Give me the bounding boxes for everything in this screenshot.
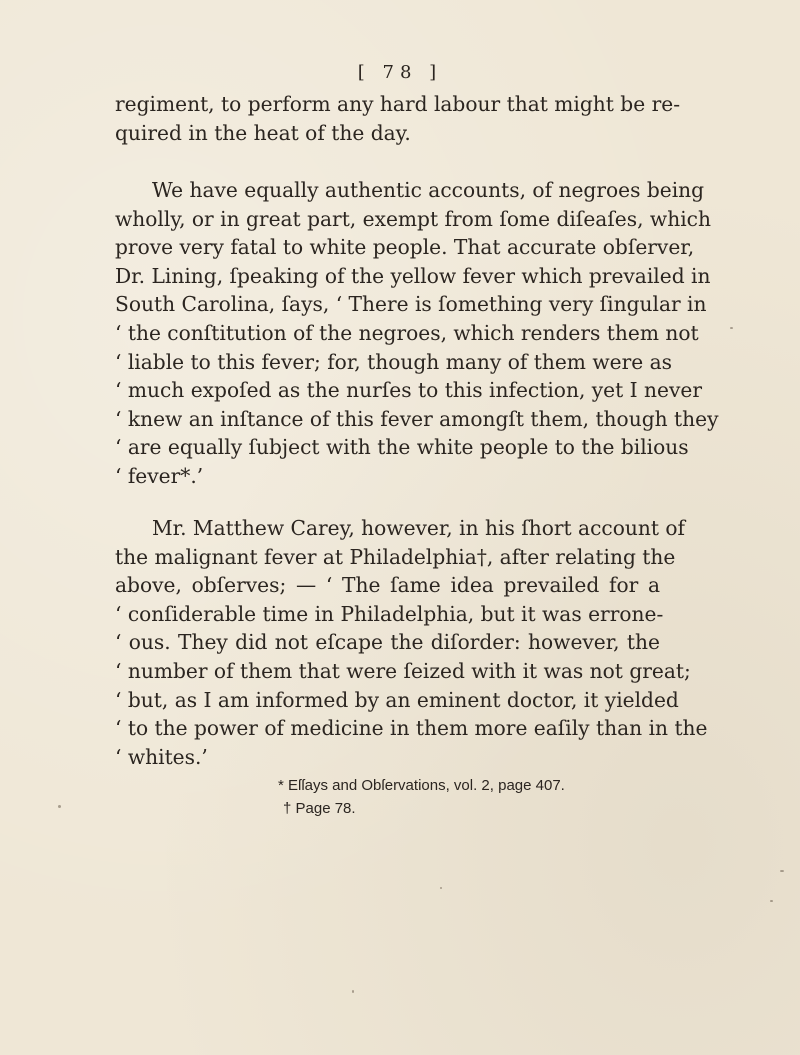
text-line: ‘ fever*.’ [115, 463, 204, 488]
text-line: ‘ the conſtitution of the negroes, which renders them not [115, 320, 699, 345]
text-line: quired in the heat of the day. [115, 120, 411, 145]
text-line: ‘ much expoſed as the nurſes to this infection, yet I never [115, 378, 703, 403]
text-line: ‘ whites.’ [115, 744, 208, 769]
text-line: South Carolina, ſays, ‘ There is ſomething very ſingular in [115, 292, 707, 317]
paper-speck [352, 990, 354, 993]
paragraph-2 [115, 176, 719, 491]
text-line: ‘ liable to this fever; for, though many of them were as [115, 349, 672, 374]
page-number-header: [ 78 ] [357, 62, 443, 83]
text-line: ‘ knew an inſtance of this fever amongſt them, though they [115, 406, 719, 431]
text-line: ‘ number of them that were ſeized with it was not great; [115, 658, 691, 683]
text-line: above, obſerves; — ‘ The ſame idea prevailed for a [115, 573, 660, 598]
text-line: ‘ to the power of medicine in them more eaſily than in the [115, 716, 708, 741]
paper-speck [730, 327, 733, 329]
text-line: ‘ but, as I am informed by an eminent doctor, it yielded [115, 687, 679, 712]
paper-speck [440, 887, 442, 889]
text-line: Dr. Lining, ſpeaking of the yellow fever which prevailed in [115, 263, 711, 288]
footnote-1: * Eſſays and Obſervations, vol. 2, page 407. [278, 777, 565, 794]
text-line: ‘ are equally ſubject with the white people to the bilious [115, 435, 689, 460]
text-line: Mr. Matthew Carey, however, in his ſhort account of [152, 516, 686, 540]
text-line: regiment, to perform any hard labour that might be re- [115, 92, 681, 116]
paper-speck [770, 900, 773, 902]
text-line: ‘ ous. They did not eſcape the diſorder: however, the [115, 630, 660, 655]
paragraph-3 [115, 514, 708, 771]
text-line: the malignant fever at Philadelphia†, after relating the [115, 544, 676, 569]
paper-speck [58, 805, 61, 808]
footnote-2: † Page 78. [283, 800, 356, 817]
paper-speck [780, 870, 784, 872]
text-line: wholly, or in great part, exempt from ſome diſeaſes, which [115, 206, 711, 231]
text-line: ‘ conſiderable time in Philadelphia, but it was errone- [115, 601, 664, 626]
paragraph-1 [115, 90, 681, 147]
text-line: We have equally authentic accounts, of negroes being [152, 178, 705, 202]
text-line: prove very fatal to white people. That accurate obſerver, [115, 235, 695, 260]
